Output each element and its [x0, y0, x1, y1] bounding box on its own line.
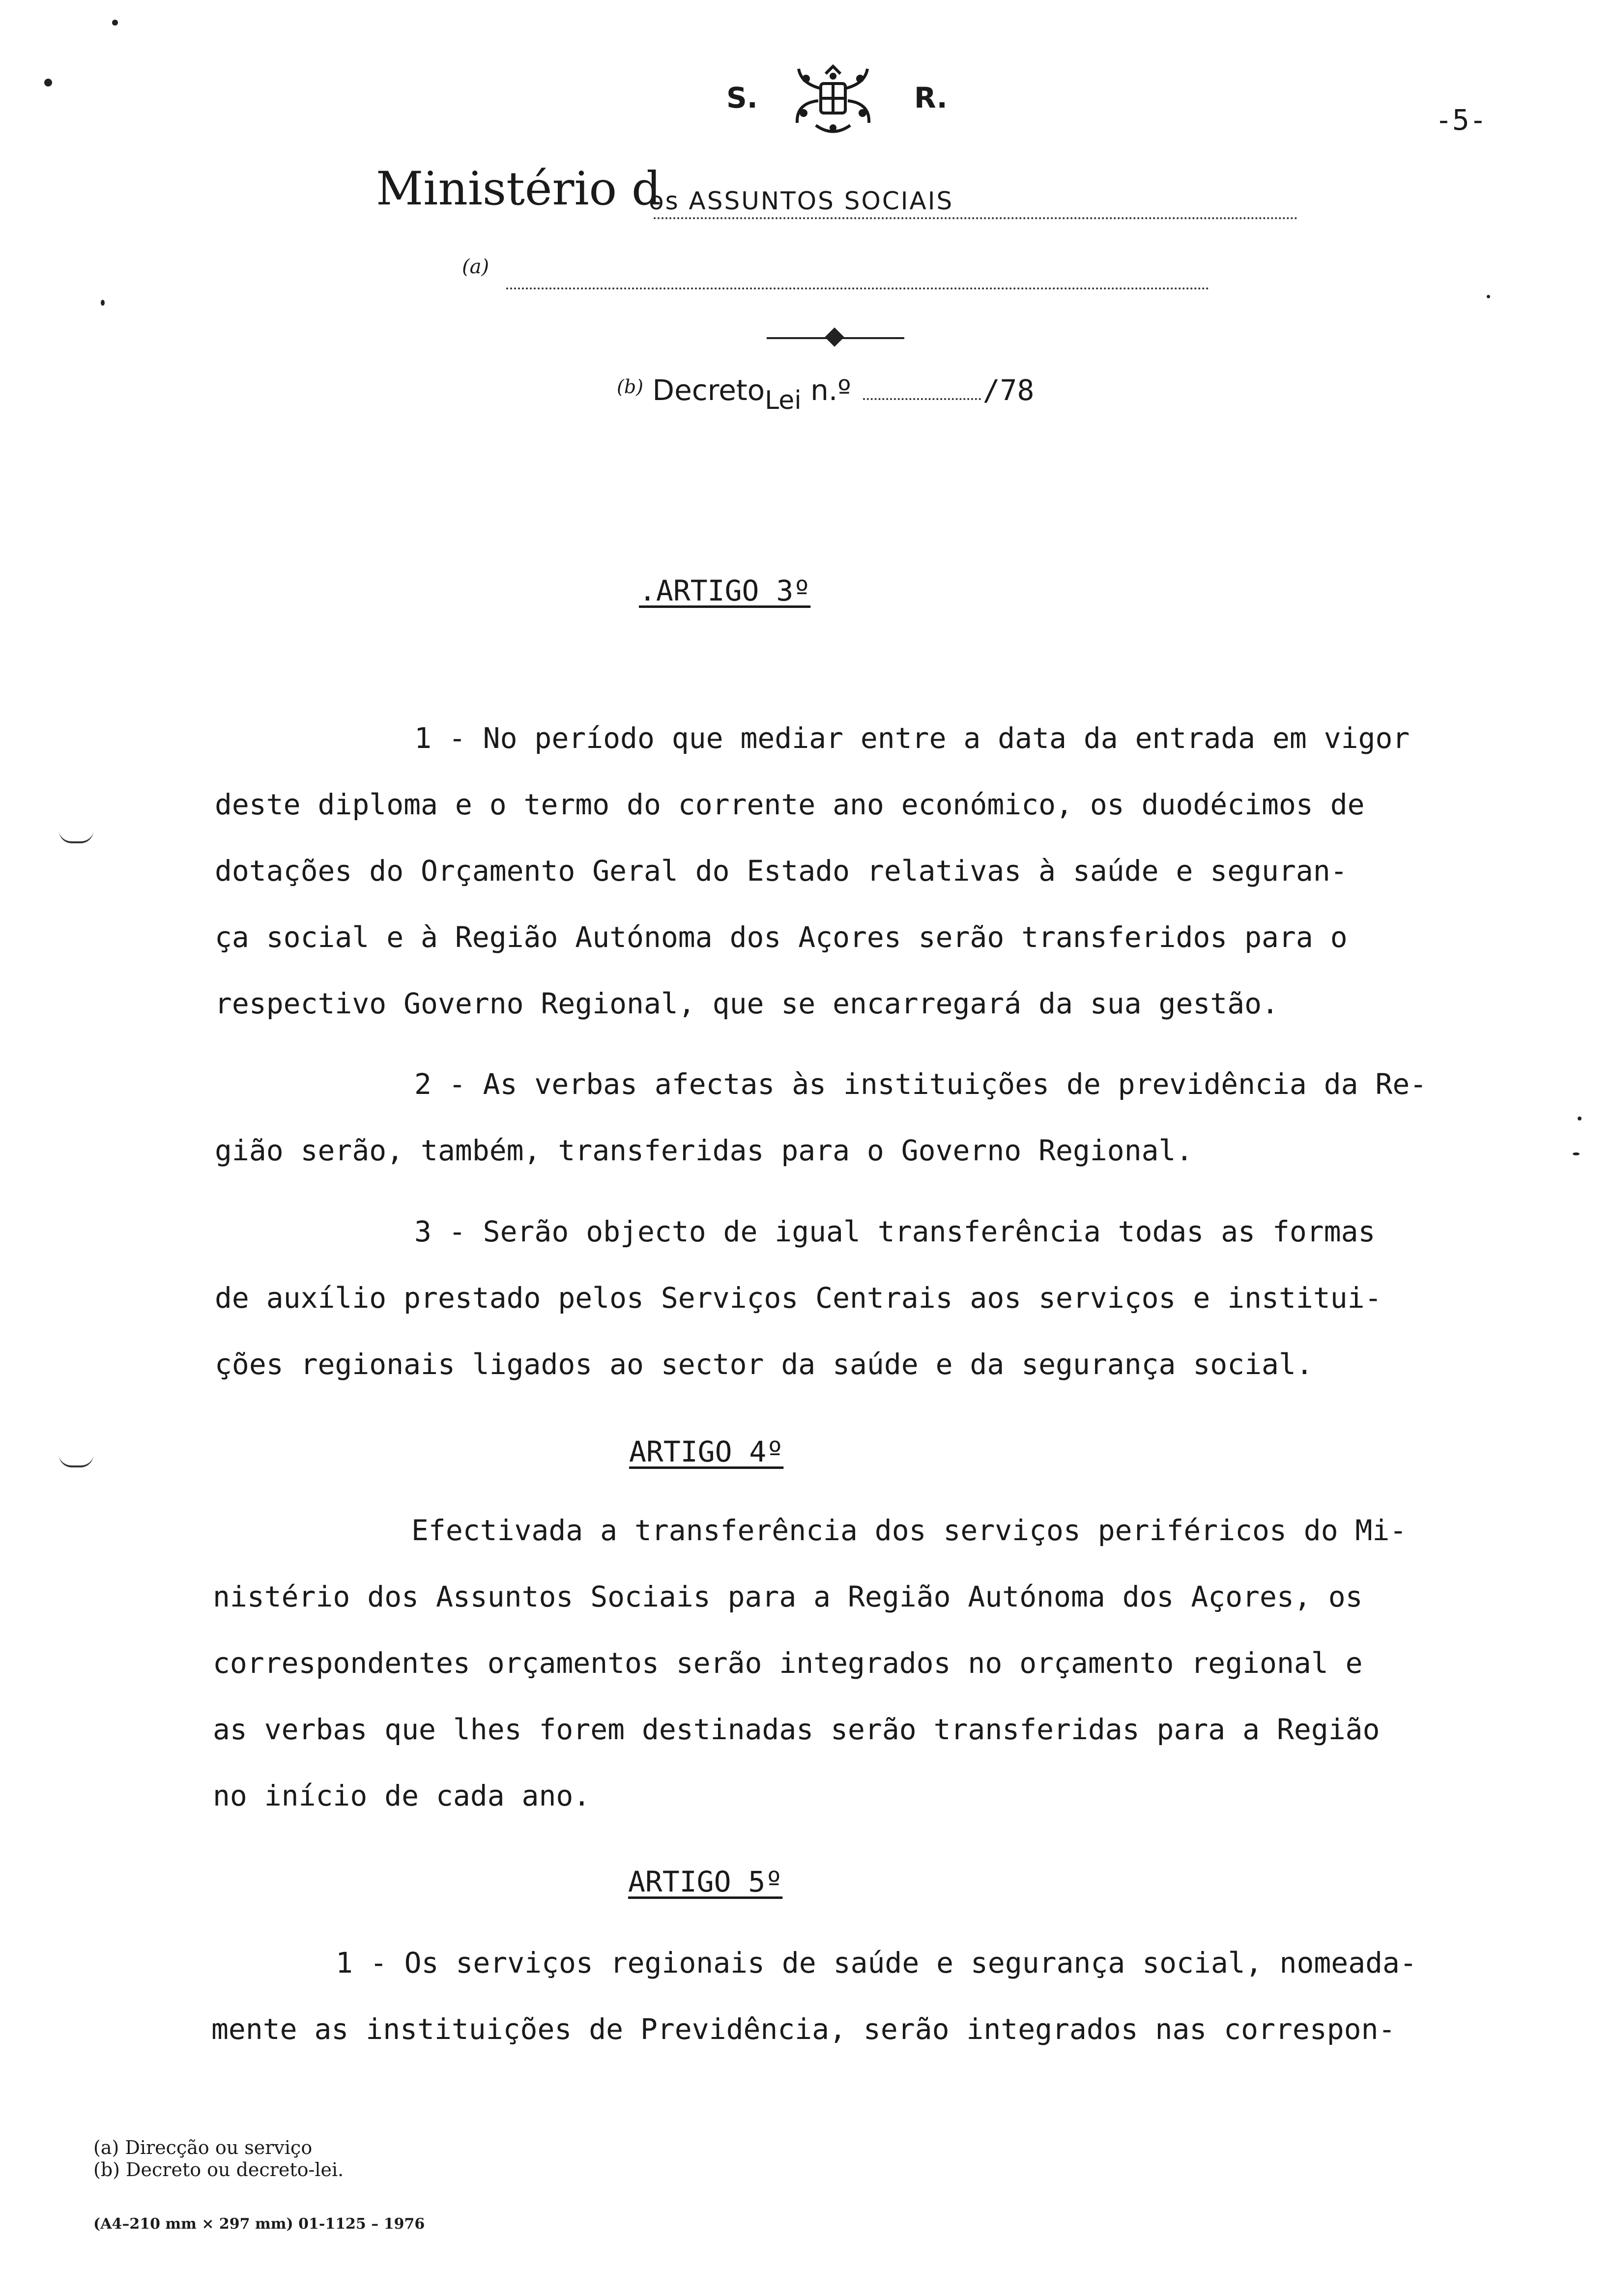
decree-mark: (b) [617, 376, 643, 398]
article-4-line: as verbas que lhes forem destinadas serão transferidas para a Região [213, 1713, 1380, 1746]
article-3-line: 1 - No período que mediar entre a data da entrada em vigor [414, 721, 1410, 755]
article-5-line: 1 - Os serviços regionais de saúde e segurança social, nomeada- [336, 1946, 1417, 1980]
ministry-dotted-line [654, 217, 1297, 219]
margin-mark [59, 831, 93, 843]
ministry-name: os ASSUNTOS SOCIAIS [649, 187, 954, 215]
ministry-title: Ministério d [376, 162, 662, 216]
article-5-heading: ARTIGO 5º [628, 1865, 783, 1898]
article-5-line: mente as instituições de Previdência, serão integrados nas correspon- [211, 2012, 1396, 2046]
article-3-line: 2 - As verbas afectas às instituições de previdência da Re- [414, 1067, 1427, 1101]
article-3-line: 3 - Serão objecto de igual transferência todas as formas [414, 1215, 1376, 1248]
article-3-line: deste diploma e o termo do corrente ano económico, os duodécimos de [215, 788, 1365, 821]
scan-speck [112, 20, 118, 26]
decree-word: Decreto [652, 373, 765, 407]
scan-speck [1487, 295, 1490, 298]
article-3-line: respectivo Governo Regional, que se encarregará da sua gestão. [215, 987, 1279, 1020]
footnote-b: (b) Decreto ou decreto-lei. [93, 2159, 344, 2181]
article-4-line: correspondentes orçamentos serão integrados no orçamento regional e [213, 1646, 1363, 1680]
article-4-line: no início de cada ano. [213, 1779, 591, 1812]
article-3-line: ções regionais ligados ao sector da saúde e da segurança social. [215, 1348, 1313, 1381]
letterhead-right-letter: R. [914, 81, 948, 115]
decree-number-dotted-line [863, 398, 981, 400]
decree-sub: Lei [765, 386, 802, 415]
scan-speck [1573, 1152, 1580, 1155]
coat-of-arms-icon [791, 64, 875, 138]
article-4-heading: ARTIGO 4º [629, 1435, 784, 1468]
article-3-line: gião serão, também, transferidas para o Governo Regional. [215, 1134, 1193, 1167]
article-3-line: dotações do Orçamento Geral do Estado relativas à saúde e seguran- [215, 854, 1348, 888]
scan-speck [101, 300, 105, 306]
article-3-line: de auxílio prestado pelos Serviços Centrais aos serviços e institui- [215, 1281, 1382, 1315]
margin-mark [59, 1455, 93, 1467]
page-number: -5- [1435, 103, 1487, 137]
scan-speck [1578, 1117, 1582, 1120]
article-4-line: nistério dos Assuntos Sociais para a Região Autónoma dos Açores, os [213, 1580, 1363, 1613]
divider-diamond-icon [825, 327, 844, 347]
decree-number-label: n.º [810, 373, 851, 407]
direction-label: (a) [462, 256, 489, 278]
letterhead-left-letter: S. [726, 81, 758, 115]
form-code: (A4–210 mm × 297 mm) 01-1125 – 1976 [93, 2215, 425, 2233]
decree-line [617, 373, 1034, 415]
article-4-line: Efectivada a transferência dos serviços periféricos do Mi- [411, 1514, 1407, 1547]
footnote-a: (a) Direcção ou serviço [93, 2137, 313, 2158]
direction-dotted-line [506, 287, 1209, 289]
article-3-heading: .ARTIGO 3º [639, 574, 811, 607]
article-3-line: ça social e à Região Autónoma dos Açores serão transferidos para o [215, 920, 1348, 954]
decree-year: /78 [982, 373, 1035, 407]
scan-speck [44, 79, 52, 86]
